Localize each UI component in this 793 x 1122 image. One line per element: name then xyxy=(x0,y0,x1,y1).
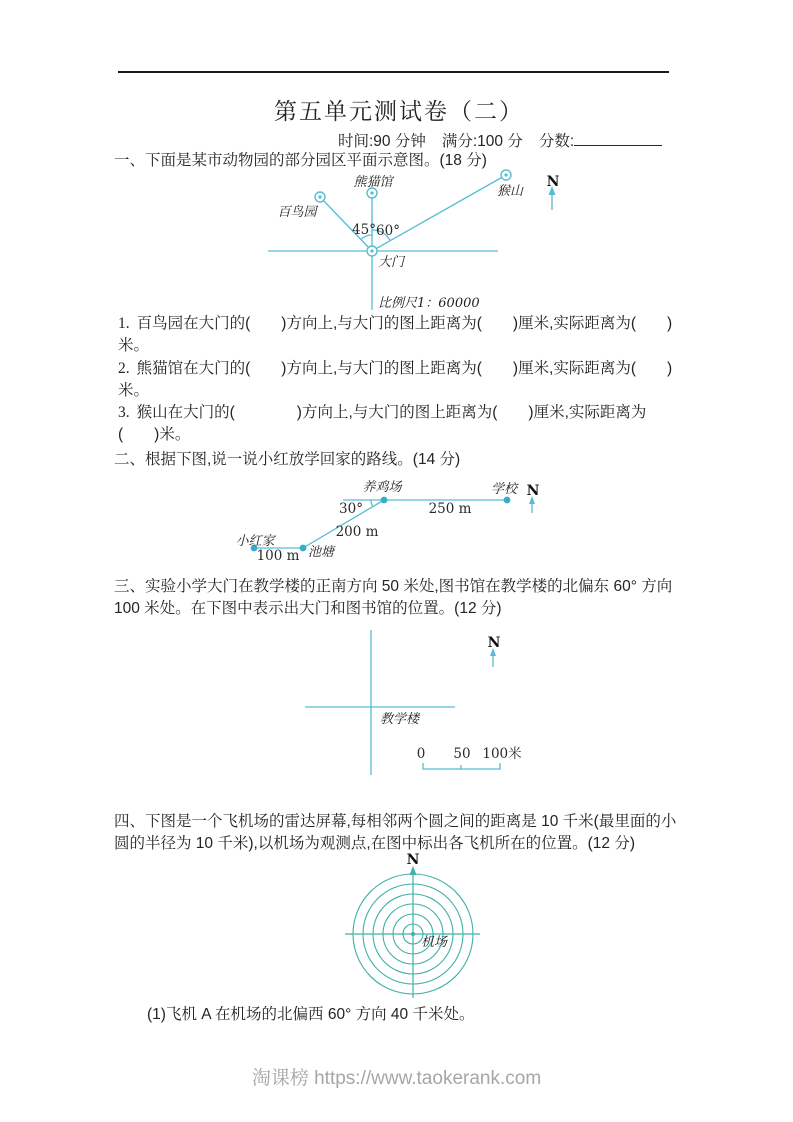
angle-60-label: 60° xyxy=(376,223,400,239)
north-label: N xyxy=(526,483,540,499)
scale-50-label: 50 xyxy=(453,746,471,762)
school-label: 学校 xyxy=(490,482,518,497)
position-grid-diagram xyxy=(295,630,530,780)
question-3-text: 猴山在大门的( )方向上,与大门的图上距离为( )厘米,实际距离为( )米。 xyxy=(118,404,647,444)
question-2-number: 2. xyxy=(118,359,130,377)
question-1-text: 百鸟园在大门的( )方向上,与大门的图上距离为( )厘米,实际距离为( )米。 xyxy=(118,315,673,355)
angle-45-label: 45° xyxy=(352,222,376,238)
time-label: 时间:90 分钟 xyxy=(338,133,426,150)
airport-label: 机场 xyxy=(421,935,448,950)
score-label: 分数: xyxy=(538,133,575,150)
bird-garden-label: 百鸟园 xyxy=(277,205,317,220)
question-2-text: 熊猫馆在大门的( )方向上,与大门的图上距离为( )厘米,实际距离为( )米。 xyxy=(118,359,673,399)
scale-100-label: 100米 xyxy=(482,746,522,762)
question-3 xyxy=(118,402,686,447)
route-lines xyxy=(254,500,532,548)
farm-point xyxy=(381,497,388,504)
north-label: N xyxy=(546,174,560,190)
dist-100m-label: 100 m xyxy=(256,548,300,564)
footer-watermark: 淘课榜 https://www.taokerank.com xyxy=(251,1068,542,1089)
section-4-heading: 四、下图是一个飞机场的雷达屏幕,每相邻两个圆之间的距离是 10 千米(最里面的小圆的半径为 10 千米),以机场为观测点,在图中标出各飞机所在的位置。(12 分) xyxy=(114,813,677,853)
grid-axes xyxy=(305,630,500,775)
north-label: N xyxy=(406,852,420,868)
north-label: N xyxy=(487,635,501,651)
location-dot-gate xyxy=(370,249,373,252)
score-blank-line xyxy=(574,131,662,146)
question-2 xyxy=(118,358,686,403)
full-score-label: 满分:100 分 xyxy=(441,133,523,150)
radar-diagram xyxy=(340,852,490,1002)
panda-house-label: 熊猫馆 xyxy=(353,175,393,190)
monkey-hill-label: 猴山 xyxy=(496,184,524,199)
gate-label: 大门 xyxy=(378,255,405,270)
teaching-building-label: 教学楼 xyxy=(380,712,420,727)
airport-center-point xyxy=(411,932,415,936)
page-title: 第五单元测试卷（二） xyxy=(274,99,524,124)
section-1-heading: 一、下面是某市动物园的部分园区平面示意图。(18 分) xyxy=(114,152,487,169)
dist-200m-label: 200 m xyxy=(335,524,379,540)
top-rule xyxy=(118,71,669,73)
question-3-number: 3. xyxy=(118,404,130,422)
zoo-map-points xyxy=(315,170,511,256)
section-2-heading: 二、根据下图,说一说小红放学回家的路线。(14 分) xyxy=(114,451,461,468)
angle-30-label: 30° xyxy=(339,501,363,517)
location-dot-bird xyxy=(318,195,321,198)
angle-30-arc xyxy=(371,500,373,507)
sub-question-1: (1)飞机 A 在机场的北偏西 60° 方向 40 千米处。 xyxy=(147,1006,475,1023)
zoo-map-diagram xyxy=(255,166,575,314)
home-label: 小红家 xyxy=(235,534,275,549)
section-1-questions xyxy=(118,313,686,447)
map-scale-label: 比例尺1：60000 xyxy=(378,296,480,311)
pond-label: 池塘 xyxy=(308,545,335,560)
meta-line xyxy=(338,129,662,151)
chicken-farm-label: 养鸡场 xyxy=(362,480,402,495)
question-1 xyxy=(118,313,686,358)
pond-point xyxy=(300,545,307,552)
question-1-number: 1. xyxy=(118,315,130,332)
school-point xyxy=(504,497,511,504)
scale-0-label: 0 xyxy=(416,746,426,762)
location-dot-monkey xyxy=(504,173,507,176)
route-map-diagram xyxy=(225,475,555,570)
dist-250m-label: 250 m xyxy=(428,501,472,517)
location-dot-panda xyxy=(370,191,373,194)
section-3-heading: 三、实验小学大门在教学楼的正南方向 50 米处,图书馆在教学楼的北偏东 60° 方向 100 米处。在下图中表示出大门和图书馆的位置。(12 分) xyxy=(114,578,673,618)
